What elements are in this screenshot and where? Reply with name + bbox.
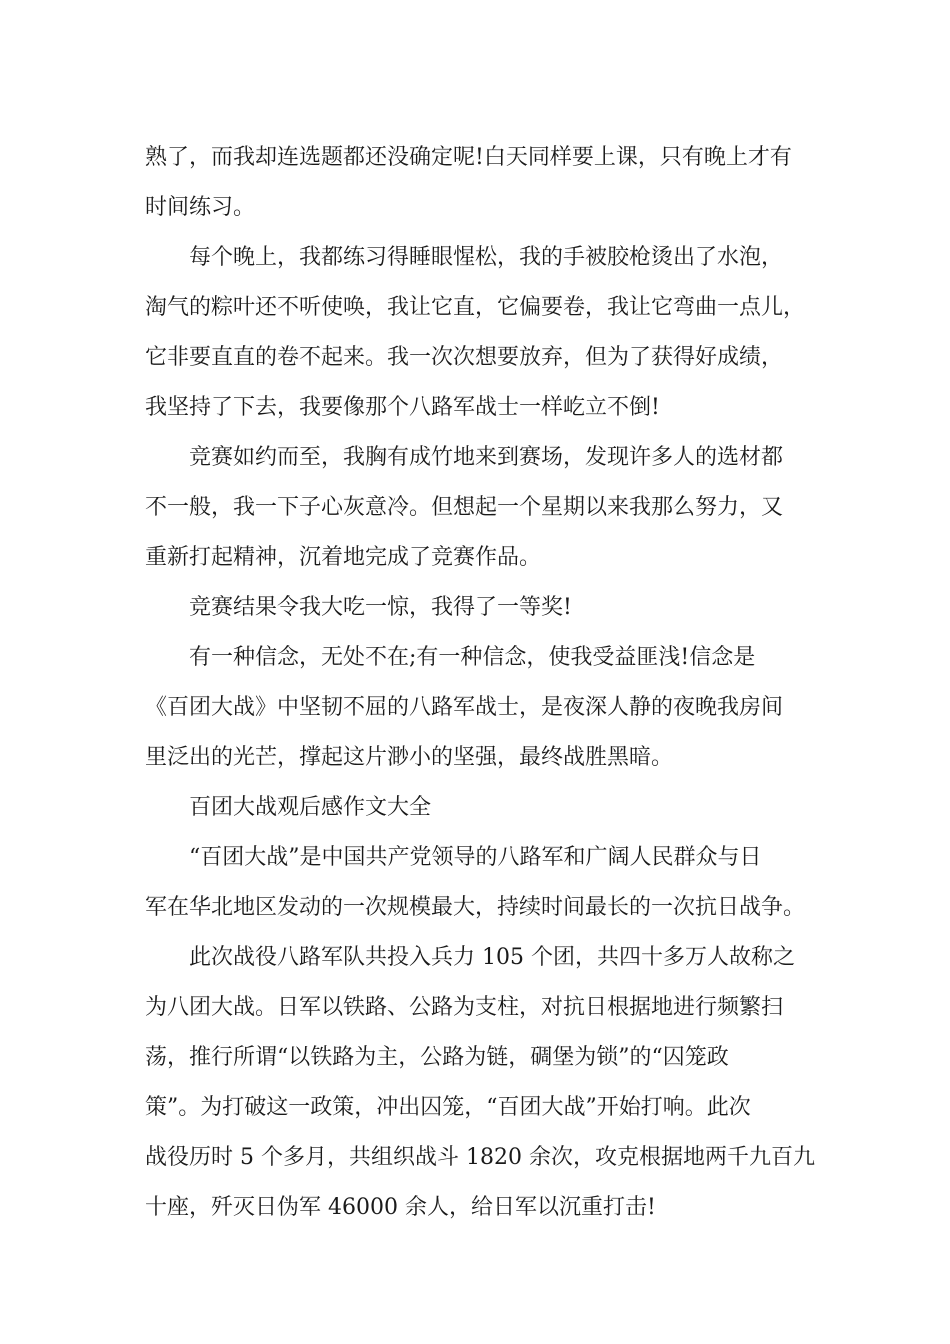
paragraph: [145, 133, 815, 233]
text-line: 里泛出的光芒，撑起这片渺小的坚强，最终战胜黑暗。: [145, 745, 674, 770]
paragraph: [145, 833, 815, 933]
text-line: “百团大战”是中国共产党领导的八路军和广阔人民群众与日: [189, 845, 762, 870]
text-line: 时间练习。: [145, 195, 256, 220]
text-line: 《百团大战》中坚韧不屈的八路军战士，是夜深人静的夜晚我房间: [145, 695, 784, 720]
text-line: 荡，推行所谓“以铁路为主，公路为链，碉堡为锁”的“囚笼政: [145, 1045, 729, 1070]
text-line: 有一种信念，无处不在;有一种信念，使我受益匪浅!信念是: [189, 645, 756, 670]
text-line: 此次战役八路军队共投入兵力 105 个团，共四十多万人故称之: [189, 945, 795, 970]
text-line: 策”。为打破这一政策，冲出囚笼，“百团大战”开始打响。此次: [145, 1095, 751, 1120]
text-line: 竞赛如约而至，我胸有成竹地来到赛场，发现许多人的选材都: [189, 445, 784, 470]
text-line: 重新打起精神，沉着地完成了竞赛作品。: [145, 545, 542, 570]
text-line: 为八团大战。日军以铁路、公路为支柱，对抗日根据地进行频繁扫: [145, 995, 784, 1020]
paragraph: [145, 233, 815, 433]
text-line: 熟了，而我却连选题都还没确定呢!白天同样要上课，只有晚上才有: [145, 145, 792, 170]
paragraph: [145, 433, 815, 583]
text-line: 它非要直直的卷不起来。我一次次想要放弃，但为了获得好成绩，: [145, 345, 784, 370]
text-line: 淘气的粽叶还不听使唤，我让它直，它偏要卷，我让它弯曲一点儿，: [145, 295, 806, 320]
heading-text: 百团大战观后感作文大全: [189, 795, 432, 820]
text-line: 十座，歼灭日伪军 46000 余人，给日军以沉重打击!: [145, 1195, 656, 1220]
article-body: [145, 133, 815, 1233]
section-heading: [145, 783, 815, 833]
paragraph: [145, 583, 815, 633]
paragraph: [145, 633, 815, 783]
text-line: 军在华北地区发动的一次规模最大，持续时间最长的一次抗日战争。: [145, 895, 806, 920]
text-line: 我坚持了下去，我要像那个八路军战士一样屹立不倒!: [145, 395, 660, 420]
paragraph: [145, 933, 815, 1233]
text-line: 战役历时 5 个多月，共组织战斗 1820 余次，攻克根据地两千九百九: [145, 1145, 815, 1170]
text-line: 每个晚上，我都练习得睡眼惺松，我的手被胶枪烫出了水泡，: [189, 245, 784, 270]
text-line: 竞赛结果令我大吃一惊，我得了一等奖!: [189, 595, 572, 620]
text-line: 不一般，我一下子心灰意冷。但想起一个星期以来我那么努力，又: [145, 495, 784, 520]
